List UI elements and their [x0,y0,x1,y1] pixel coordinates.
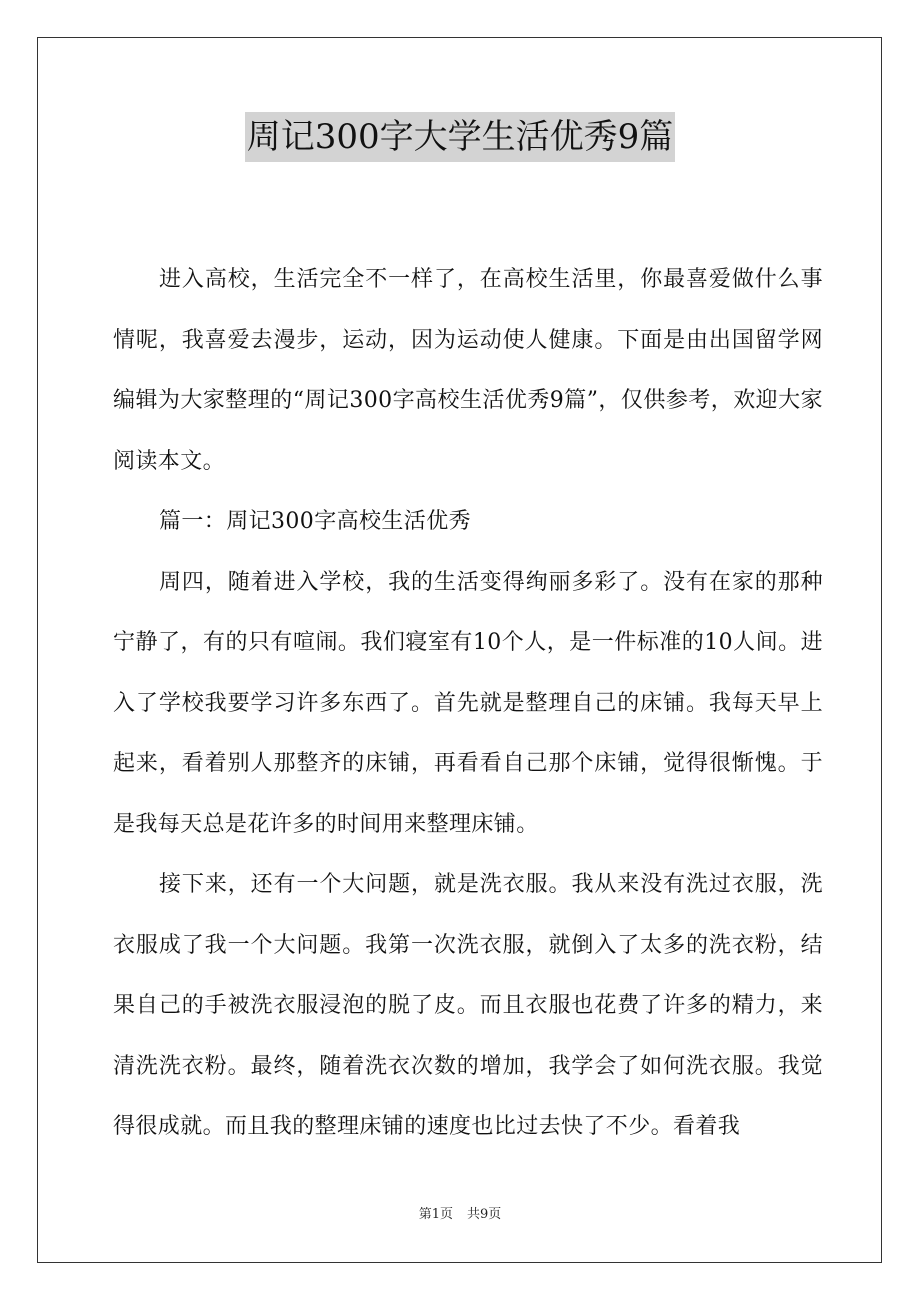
section-heading: 篇一：周记300字高校生活优秀 [159,509,471,534]
paragraph: 周四，随着进入学校，我的生活变得绚丽多彩了。没有在家的那种宁静了，有的只有喧闹。我们寝室有10个人，是一件标准的10人间。进入了学校我要学习许多东西了。首先就是整理自己的床铺。我每天早上起来，看着别人那整齐的床铺，再看看自己那个床铺，觉得很惭愧。于是我每天总是花许多的时间用来整理床铺。 [113,569,823,837]
title-container [0,112,920,162]
page-footer [0,1205,920,1225]
page-total: 共9页 [467,1207,502,1222]
paragraph: 接下来，还有一个大问题，就是洗衣服。我从来没有洗过衣服，洗衣服成了我一个大问题。我第一次洗衣服，就倒入了太多的洗衣粉，结果自己的手被洗衣服浸泡的脱了皮。而且衣服也花费了许多的精力，来清洗洗衣粉。最终，随着洗衣次数的增加，我学会了如何洗衣服。我觉得很成就。而且我的整理床铺的速度也比过去快了不少。看着我 [113,872,823,1139]
document-title: 周记300字大学生活优秀9篇 [245,112,676,162]
page-number: 第1页 [418,1207,453,1222]
paragraph-intro: 进入高校，生活完全不一样了，在高校生活里，你最喜爱做什么事情呢，我喜爱去漫步，运动，因为运动使人健康。下面是由出国留学网编辑为大家整理的“周记300字高校生活优秀9篇”，仅供参考，欢迎大家阅读本文。 [113,267,823,474]
document-body [113,250,823,1158]
